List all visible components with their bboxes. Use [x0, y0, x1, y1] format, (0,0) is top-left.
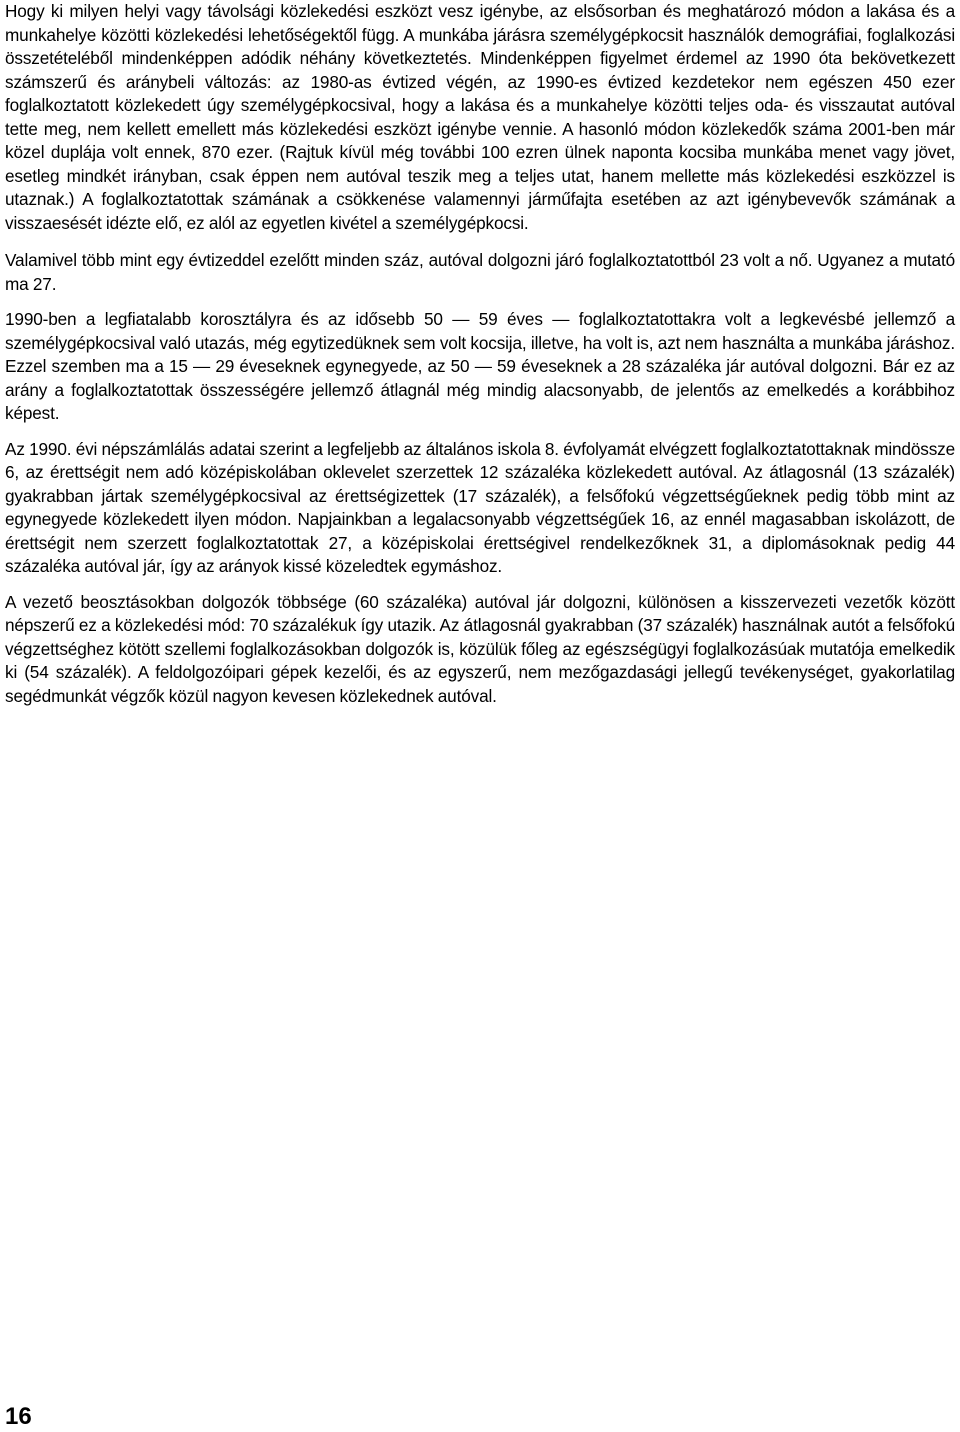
- page-body: [5, 0, 955, 720]
- paragraph-education-levels: Az 1990. évi népszámlálás adatai szerint a legfeljebb az általános iskola 8. évfolyamát elvégzett foglalkoztatottaknak mindössze 6, az érettségit nem adó középiskolában oklevelet szerzettek 12 százaléka közlekedett autóval. Az átlagosnál (13 százalék) gyakrabban jártak személygépkocsival az érettségizettek (17 százalék), a felsőfokú végzettségűeknek pedig több mint az egynegyede közlekedett ilyen módon. Napjainkban a legalacsonyabb végzettségűek 16, az ennél magasabban iskolázott, de érettségit nem szerzett foglalkoztatottak 27, a középiskolai érettségivel rendelkezőknek 31, a diplomásoknak pedig 44 százaléka autóval jár, így az arányok kissé közeledtek egymáshoz.: [5, 438, 955, 576]
- paragraph-commuting-car-usage: Hogy ki milyen helyi vagy távolsági közlekedési eszközt vesz igénybe, az elsősorban és meghatározó módon a lakása és a munkahelye közötti közlekedési lehetőségektől függ. A munkába járásra személygépkocsit használók demográfiai, foglalkozási összetételéből mindenképpen adódik néhány következtetés. Mindenképpen figyelmet érdemel az 1990 óta bekövetkezett számszerű és aránybeli változás: az 1980-as évtized végén, az 1990-es évtized kezdetekor nem egészen 450 ezer foglalkoztatott közlekedett úgy személygépkocsival, hogy a lakása és a munkahelye közötti teljes oda- és visszautat autóval tette meg, nem kellett emellett más közlekedési eszközt igénybe vennie. A hasonló módon közlekedők száma 2001-ben már közel duplája volt ennek, 870 ezer. (Rajtuk kívül még további 100 ezren ülnek naponta kocsiba munkába menet vagy jövet, esetleg mindkét irányban, csak éppen nem autóval teszik meg a teljes utat, hanem mellette más közlekedési eszközzel is utaznak.) A foglalkoztatottak számának a csökkenése valamennyi járműfajta esetében az azt igénybevevők számának a visszaesését idézte elő, ez alól az egyetlen kivétel a személygépkocsi.: [5, 1, 955, 233]
- paragraph-occupations: A vezető beosztásokban dolgozók többsége (60 százaléka) autóval jár dolgozni, különösen a kisszervezeti vezetők között népszerű ez a közlekedési mód: 70 százalékuk így utazik. Az átlagosnál gyakrabban (37 százalék) használnak autót a felsőfokú végzettséghez kötött szellemi foglalkozásokban dolgozók is, közülük főleg az egészségügyi foglalkozásúak mutatója emelkedik ki (54 százalék). A feldolgozóipari gépek kezelői, és az egyszerű, nem mezőgazdasági jellegű tevékenységet, gyakorlatilag segédmunkát végzők közül nagyon kevesen közlekednek autóval.: [5, 591, 955, 706]
- page-number: 16: [5, 1403, 32, 1430]
- paragraph-women-share: Valamivel több mint egy évtizeddel ezelőtt minden száz, autóval dolgozni járó foglalkoztatottból 23 volt a nő. Ugyanez a mutató ma 27.: [5, 250, 955, 294]
- paragraph-age-groups: 1990-ben a legfiatalabb korosztályra és az idősebb 50 — 59 éves — foglalkoztatottakra volt a legkevésbé jellemző a személygépkocsival való utazás, még egytizedüknek sem volt kocsija, illetve, ha volt is, azt nem használta a munkába járáshoz. Ezzel szemben ma a 15 — 29 éveseknek egynegyede, az 50 — 59 éveseknek a 28 százaléka jár autóval dolgozni. Bár ez az arány a foglalkoztatottak összességére jellemző átlagnál még mindig alacsonyabb, de jelentős az emelkedés a korábbihoz képest.: [5, 309, 955, 423]
